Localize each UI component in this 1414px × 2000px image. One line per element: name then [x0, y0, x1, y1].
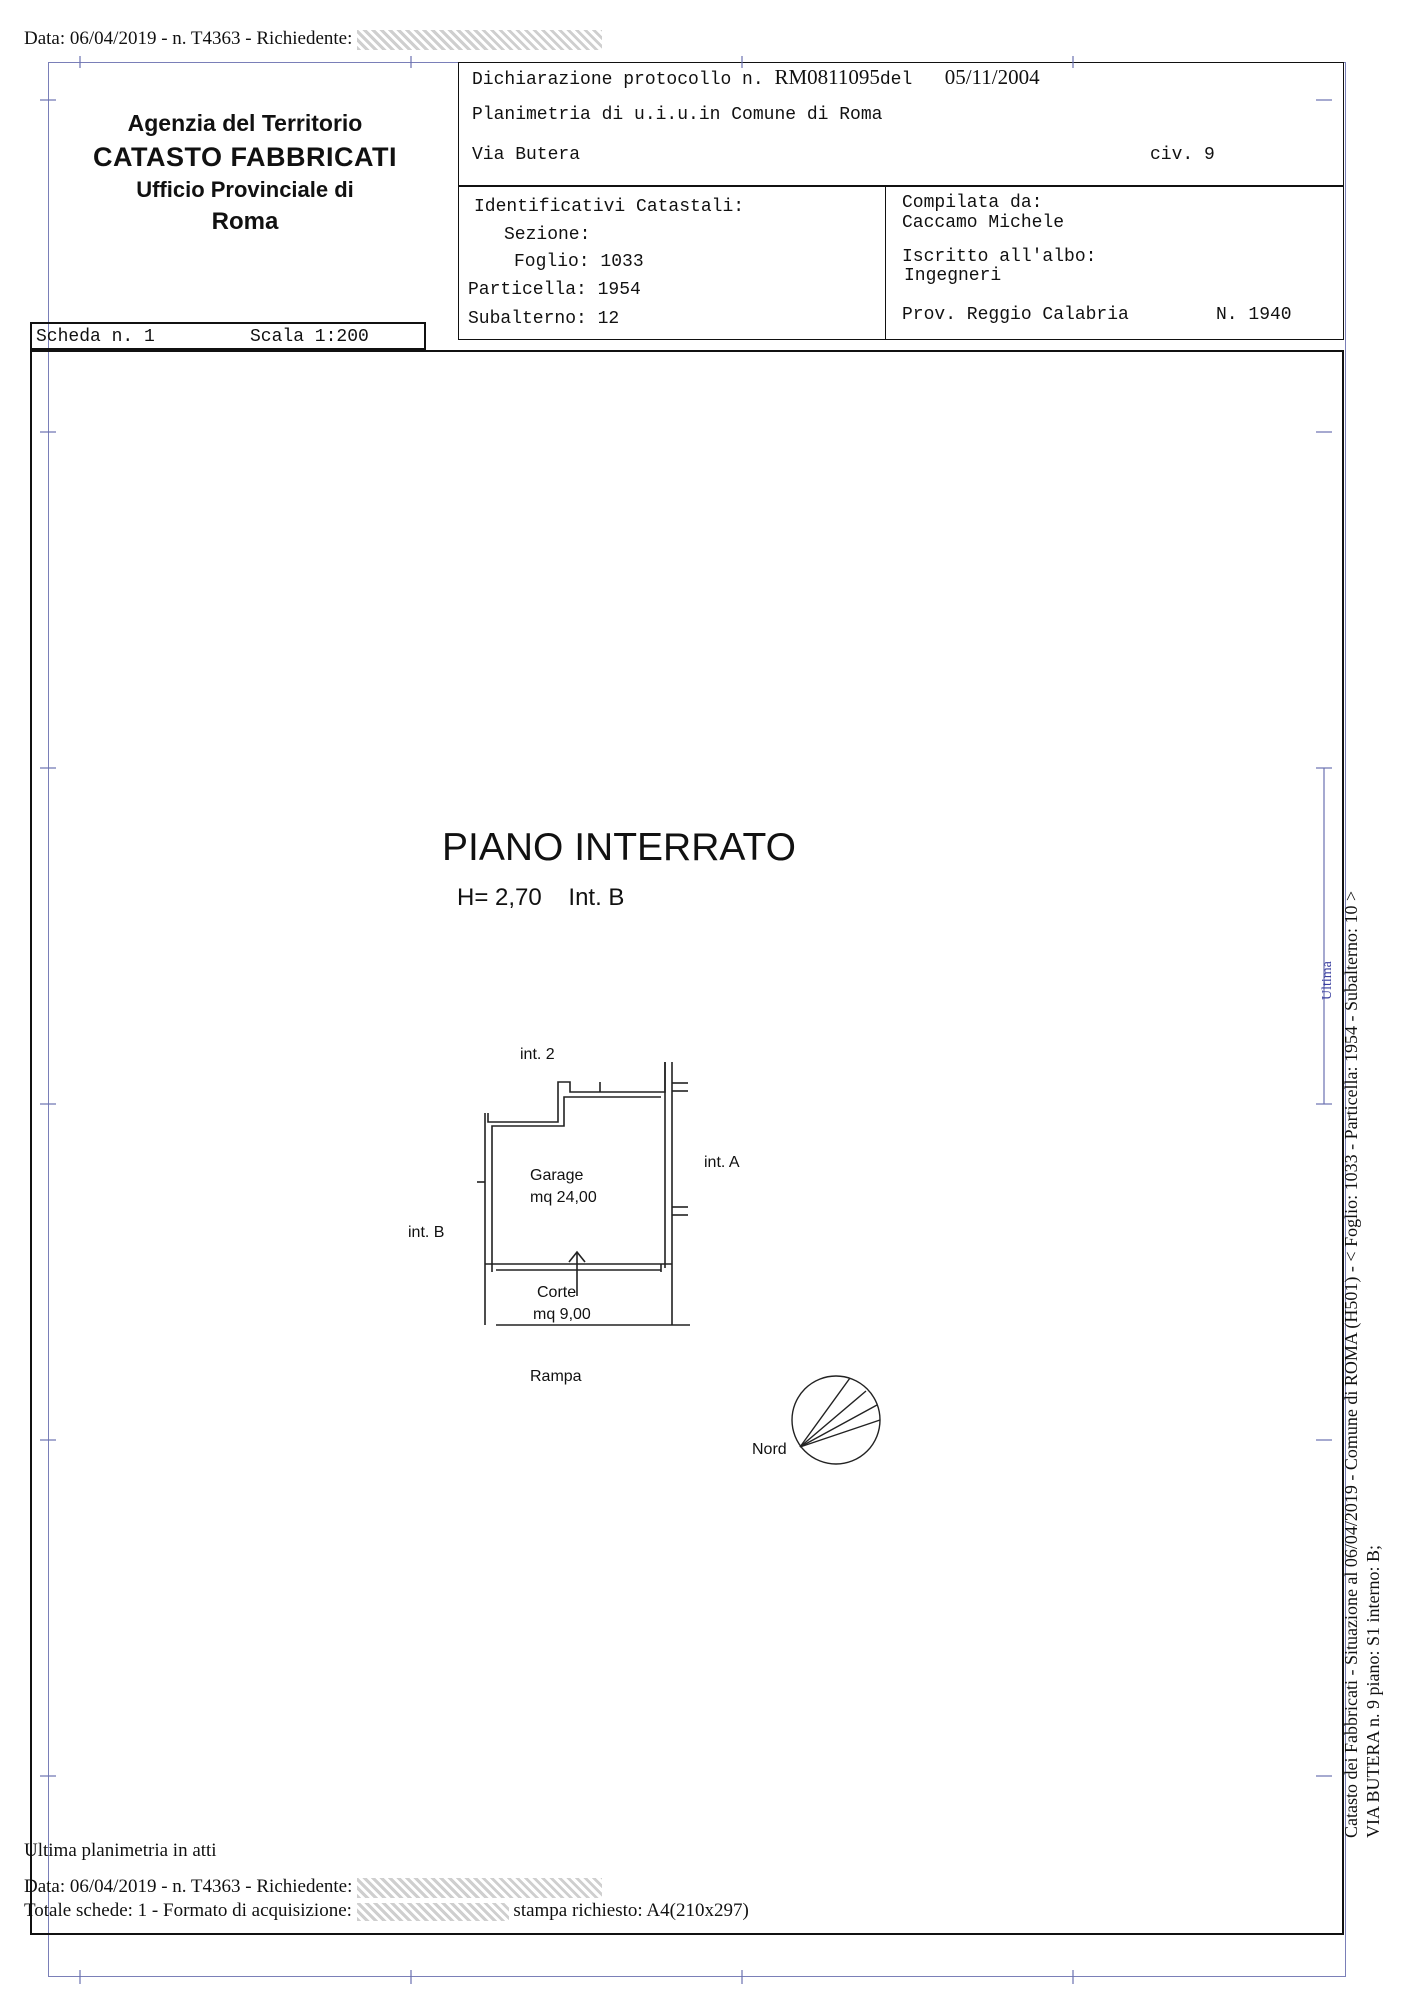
- albo-label: Iscritto all'albo:: [902, 247, 1097, 267]
- street: Via Butera: [472, 145, 581, 165]
- footer-data-line: [24, 1876, 602, 1898]
- label-nord: Nord: [752, 1441, 787, 1458]
- footer-totale: [24, 1900, 749, 1922]
- redacted-format: [357, 1903, 509, 1921]
- frame-ticks: [40, 56, 1332, 1984]
- declaration-line2: Planimetria di u.i.u.in Comune di Roma: [472, 105, 883, 125]
- office-catasto: CATASTO FABBRICATI: [93, 142, 397, 172]
- compiler-prov: Prov. Reggio Calabria: [902, 305, 1129, 325]
- label-garage: Garage: [530, 1167, 584, 1184]
- office-agency: Agenzia del Territorio: [127, 110, 363, 136]
- plan-title: PIANO INTERRATO: [442, 826, 796, 869]
- header-text: Data: 06/04/2019 - n. T4363 - Richiedente:: [24, 28, 353, 49]
- sezione: Sezione:: [504, 225, 591, 245]
- label-corte: Corte: [537, 1284, 577, 1301]
- side-text-line2: VIA BUTERA n. 9 piano: S1 interno: B;: [1363, 1544, 1383, 1838]
- north-compass: [792, 1376, 880, 1464]
- redacted-requester-footer: [357, 1878, 602, 1898]
- label-int-a: int. A: [704, 1154, 740, 1171]
- side-text: [1340, 891, 1384, 1838]
- albo-value: Ingegneri: [904, 266, 1002, 286]
- label-int-2: int. 2: [520, 1046, 555, 1063]
- footer-totale-prefix: Totale schede: 1 - Formato di acquisizione:: [24, 1900, 352, 1921]
- subalterno: Subalterno: 12: [468, 309, 620, 329]
- civic-number: civ. 9: [1150, 145, 1215, 165]
- foglio: Foglio: 1033: [514, 252, 644, 272]
- footer-data-text: Data: 06/04/2019 - n. T4363 - Richiedente:: [24, 1876, 353, 1897]
- label-corte-area: mq 9,00: [533, 1306, 591, 1323]
- label-rampa: Rampa: [530, 1368, 582, 1385]
- office-ufficio: Ufficio Provinciale di: [136, 177, 354, 202]
- compiler-label: Compilata da:: [902, 193, 1043, 213]
- label-int-b: int. B: [408, 1224, 445, 1241]
- plan-subtitle: H= 2,70 Int. B: [457, 884, 625, 911]
- declaration-line1: Dichiarazione protocollo n. RM0811095del 05/11/2004: [472, 65, 1040, 90]
- particella: Particella: 1954: [468, 280, 641, 300]
- compiler-name: Caccamo Michele: [902, 213, 1065, 233]
- blue-stamp: Ultima: [1320, 961, 1335, 1000]
- side-text-line1: Catasto dei Fabbricati - Situazione al 06/04/2019 - Comune di ROMA (H501) - < Foglio: 1033 - Particella: 1954 - Subalterno: 10 >: [1341, 890, 1361, 1838]
- office-city: Roma: [211, 208, 279, 235]
- compiler-number: N. 1940: [1216, 305, 1292, 325]
- footer-totale-suffix: stampa richiesto: A4(210x297): [513, 1900, 749, 1921]
- label-garage-area: mq 24,00: [530, 1189, 597, 1206]
- identifiers-title: Identificativi Catastali:: [474, 197, 745, 217]
- scheda-number: Scheda n. 1: [36, 327, 155, 347]
- footer-ultima: Ultima planimetria in atti: [24, 1840, 217, 1861]
- scheda-scale: Scala 1:200: [250, 327, 369, 347]
